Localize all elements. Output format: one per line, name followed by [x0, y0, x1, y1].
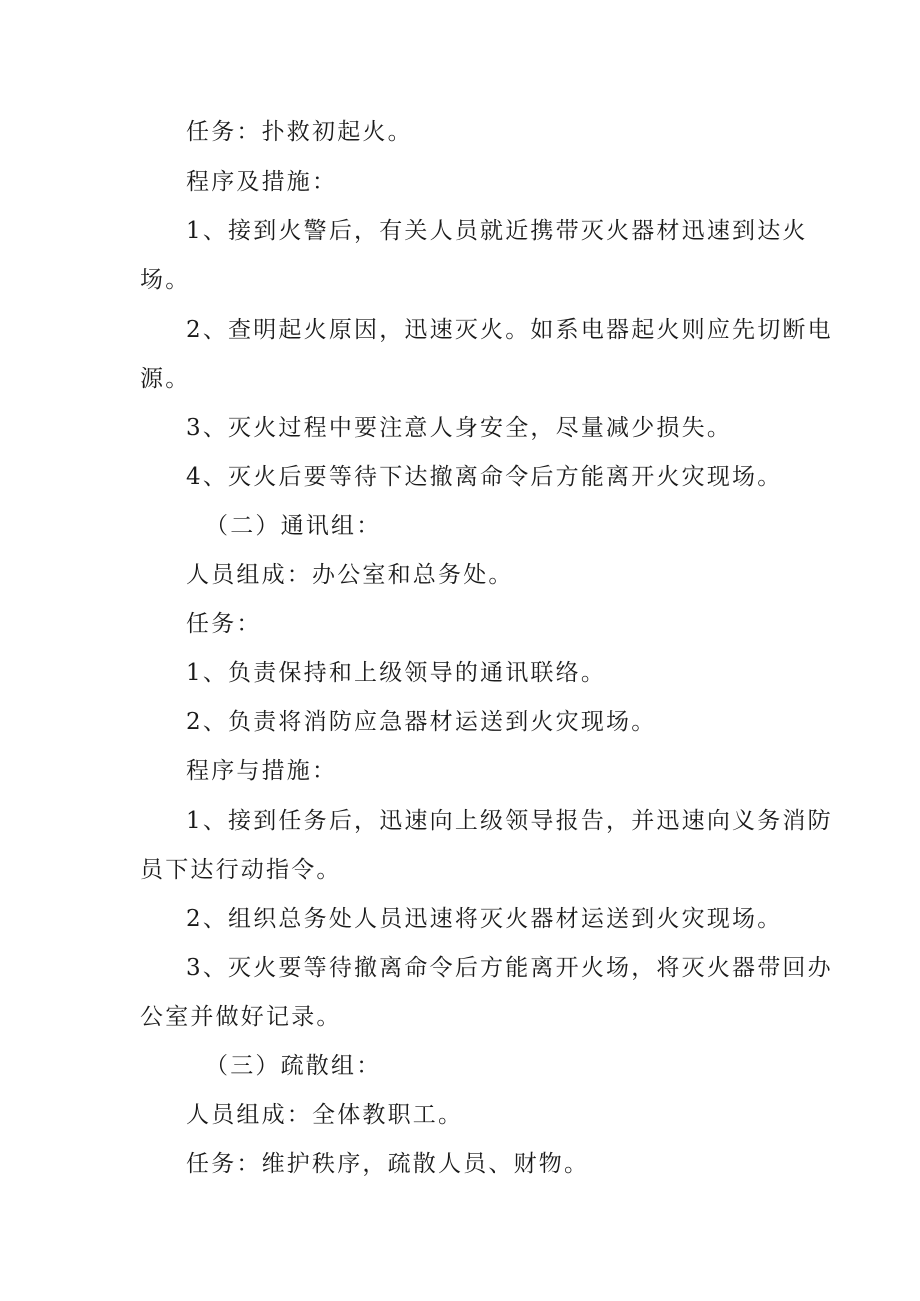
text-line: 2、组织总务处人员迅速将灭火器材运送到火灾现场。: [186, 906, 783, 932]
text-line: 2、查明起火原因，迅速灭火。如系电器起火则应先切断电: [186, 317, 833, 343]
text-line: 2、负责将消防应急器材运送到火灾现场。: [186, 709, 657, 735]
text-line: 人员组成：全体教职工。: [186, 1102, 464, 1128]
text-line: 4、灭火后要等待下达撤离命令后方能离开火灾现场。: [186, 464, 783, 490]
text-line: 公室并做好记录。: [140, 1004, 342, 1030]
text-line: 场。: [140, 267, 191, 293]
text-line: 人员组成：办公室和总务处。: [186, 562, 514, 588]
text-line: 3、灭火要等待撤离命令后方能离开火场，将灭火器带回办: [186, 955, 833, 981]
text-line: 1、负责保持和上级领导的通讯联络。: [186, 660, 607, 686]
text-line: 1、接到任务后，迅速向上级领导报告，并迅速向义务消防: [186, 808, 833, 834]
text-line: 源。: [140, 366, 191, 392]
text-line: 任务：扑救初起火。: [186, 119, 413, 145]
text-line: 程序与措施：: [186, 758, 338, 784]
text-line: 任务：: [186, 611, 262, 637]
section-heading: （二）通讯组：: [205, 513, 382, 539]
text-line: 任务：维护秩序，疏散人员、财物。: [186, 1151, 590, 1177]
text-line: 员下达行动指令。: [140, 857, 342, 883]
section-heading: （三）疏散组：: [205, 1053, 382, 1079]
text-line: 3、灭火过程中要注意人身安全，尽量减少损失。: [186, 415, 733, 441]
text-line: 1、接到火警后，有关人员就近携带灭火器材迅速到达火: [186, 218, 808, 244]
text-line: 程序及措施：: [186, 169, 338, 195]
